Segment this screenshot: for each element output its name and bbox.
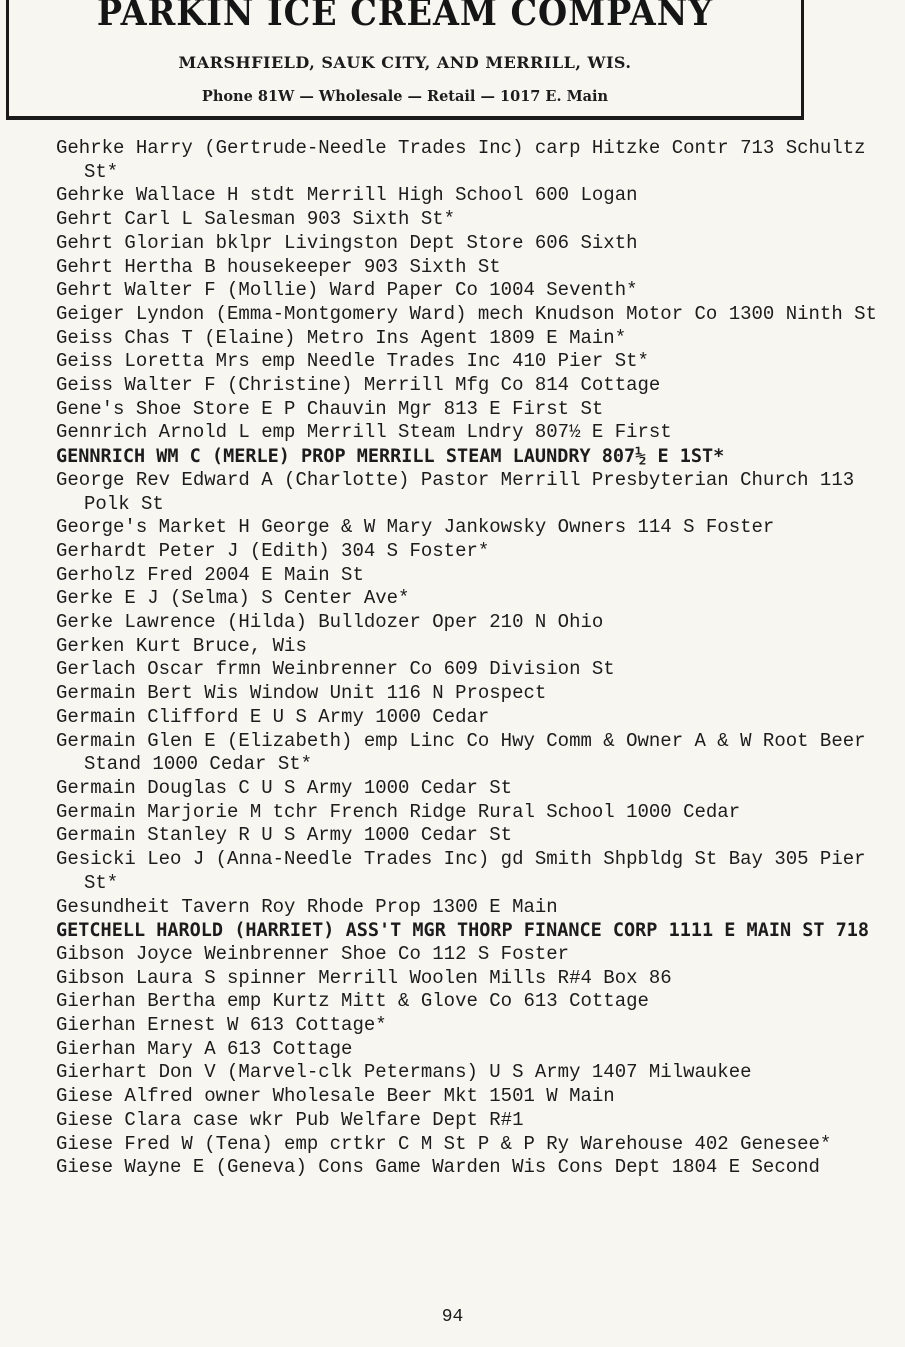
advertisement-box (6, 0, 804, 120)
directory-entry: Geiss Chas T (Elaine) Metro Ins Agent 1809 E Main* (56, 326, 627, 349)
directory-entry: Giese Alfred owner Wholesale Beer Mkt 1501 W Main (56, 1085, 615, 1108)
directory-entry: Gerholz Fred 2004 E Main St (56, 563, 364, 586)
directory-entry: George Rev Edward A (Charlotte) Pastor Merrill Presbyterian Church 113 Polk St (56, 468, 855, 515)
directory-entry: Germain Marjorie M tchr French Ridge Rural School 1000 Cedar (56, 800, 741, 823)
directory-entry: Gerlach Oscar frmn Weinbrenner Co 609 Division St (56, 658, 615, 681)
directory-entry: Gehrt Hertha B housekeeper 903 Sixth St (56, 255, 501, 278)
directory-entry: Germain Clifford E U S Army 1000 Cedar (56, 705, 490, 728)
directory-entry: Gierhan Mary A 613 Cottage (56, 1037, 353, 1060)
directory-entry: Gierhart Don V (Marvel-clk Petermans) U S Army 1407 Milwaukee (56, 1061, 752, 1084)
directory-entry: Germain Stanley R U S Army 1000 Cedar St (56, 824, 513, 847)
directory-entry: Gibson Joyce Weinbrenner Shoe Co 112 S Foster (56, 942, 570, 965)
directory-entry: Gehrke Harry (Gertrude-Needle Trades Inc) carp Hitzke Contr 713 Schultz St* (56, 137, 866, 183)
directory-entry: Germain Bert Wis Window Unit 116 N Prospect (56, 682, 547, 705)
directory-entry: Germain Glen E (Elizabeth) emp Linc Co Hwy Comm & Owner A & W Root Beer Stand 1000 Cedar St* (56, 729, 866, 776)
directory-entry: GETCHELL HAROLD (HARRIET) ASS'T MGR THORP FINANCE CORP 1111 E MAIN ST 718 (56, 920, 870, 942)
advertisement-cities: MARSHFIELD, SAUK CITY, AND MERRILL, WIS. (178, 53, 632, 72)
directory-entry: Gerke E J (Selma) S Center Ave* (56, 587, 410, 610)
directory-entry: Gesicki Leo J (Anna-Needle Trades Inc) gd Smith Shpbldg St Bay 305 Pier St* (56, 848, 866, 894)
directory-entry: Gierhan Ernest W 613 Cottage* (56, 1014, 387, 1037)
directory-entry: Germain Douglas C U S Army 1000 Cedar St (56, 776, 513, 799)
directory-entry: GENNRICH WM C (MERLE) PROP MERRILL STEAM LAUNDRY 807½ E 1ST* (56, 446, 725, 468)
directory-entry: Gesundheit Tavern Roy Rhode Prop 1300 E Main (56, 895, 558, 918)
page-number: 94 (441, 1307, 464, 1327)
directory-entry: Gerken Kurt Bruce, Wis (56, 634, 307, 657)
directory-entry: Geiss Walter F (Christine) Merrill Mfg Co 814 Cottage (56, 374, 661, 397)
directory-entry: George's Market H George & W Mary Jankowsky Owners 114 S Foster (56, 516, 775, 539)
directory-entry: Giese Wayne E (Geneva) Cons Game Warden Wis Cons Dept 1804 E Second (56, 1156, 820, 1179)
directory-entry: Gerhardt Peter J (Edith) 304 S Foster* (56, 539, 490, 562)
directory-entry: Gehrt Carl L Salesman 903 Sixth St* (56, 208, 456, 231)
directory-entry: Giese Fred W (Tena) emp crtkr C M St P & P Ry Warehouse 402 Genesee* (56, 1132, 832, 1155)
directory-entry: Gierhan Bertha emp Kurtz Mitt & Glove Co 613 Cottage (56, 990, 649, 1013)
directory-entry: Gehrt Glorian bklpr Livingston Dept Store 606 Sixth (56, 231, 638, 254)
directory-entry: Geiss Loretta Mrs emp Needle Trades Inc 410 Pier St* (56, 350, 649, 373)
directory-entry: Gene's Shoe Store E P Chauvin Mgr 813 E First St (56, 397, 604, 420)
directory-entry: Gehrt Walter F (Mollie) Ward Paper Co 1004 Seventh* (56, 279, 638, 302)
directory-entry: Geiger Lyndon (Emma-Montgomery Ward) mech Knudson Motor Co 1300 Ninth St (56, 302, 877, 325)
advertisement-title: PARKIN ICE CREAM COMPANY (96, 0, 714, 34)
directory-entry: Gibson Laura S spinner Merrill Woolen Mills R#4 Box 86 (56, 966, 672, 989)
directory-entry: Giese Clara case wkr Pub Welfare Dept R#1 (56, 1108, 524, 1131)
directory-entry: Gerke Lawrence (Hilda) Bulldozer Oper 210 N Ohio (56, 611, 604, 634)
directory-entry: Gehrke Wallace H stdt Merrill High School 600 Logan (56, 184, 638, 207)
directory-entries (56, 137, 896, 1180)
directory-entry: Gennrich Arnold L emp Merrill Steam Lndry 807½ E First (56, 421, 672, 444)
advertisement-phone-line: Phone 81W — Wholesale — Retail — 1017 E. Main (201, 88, 609, 105)
